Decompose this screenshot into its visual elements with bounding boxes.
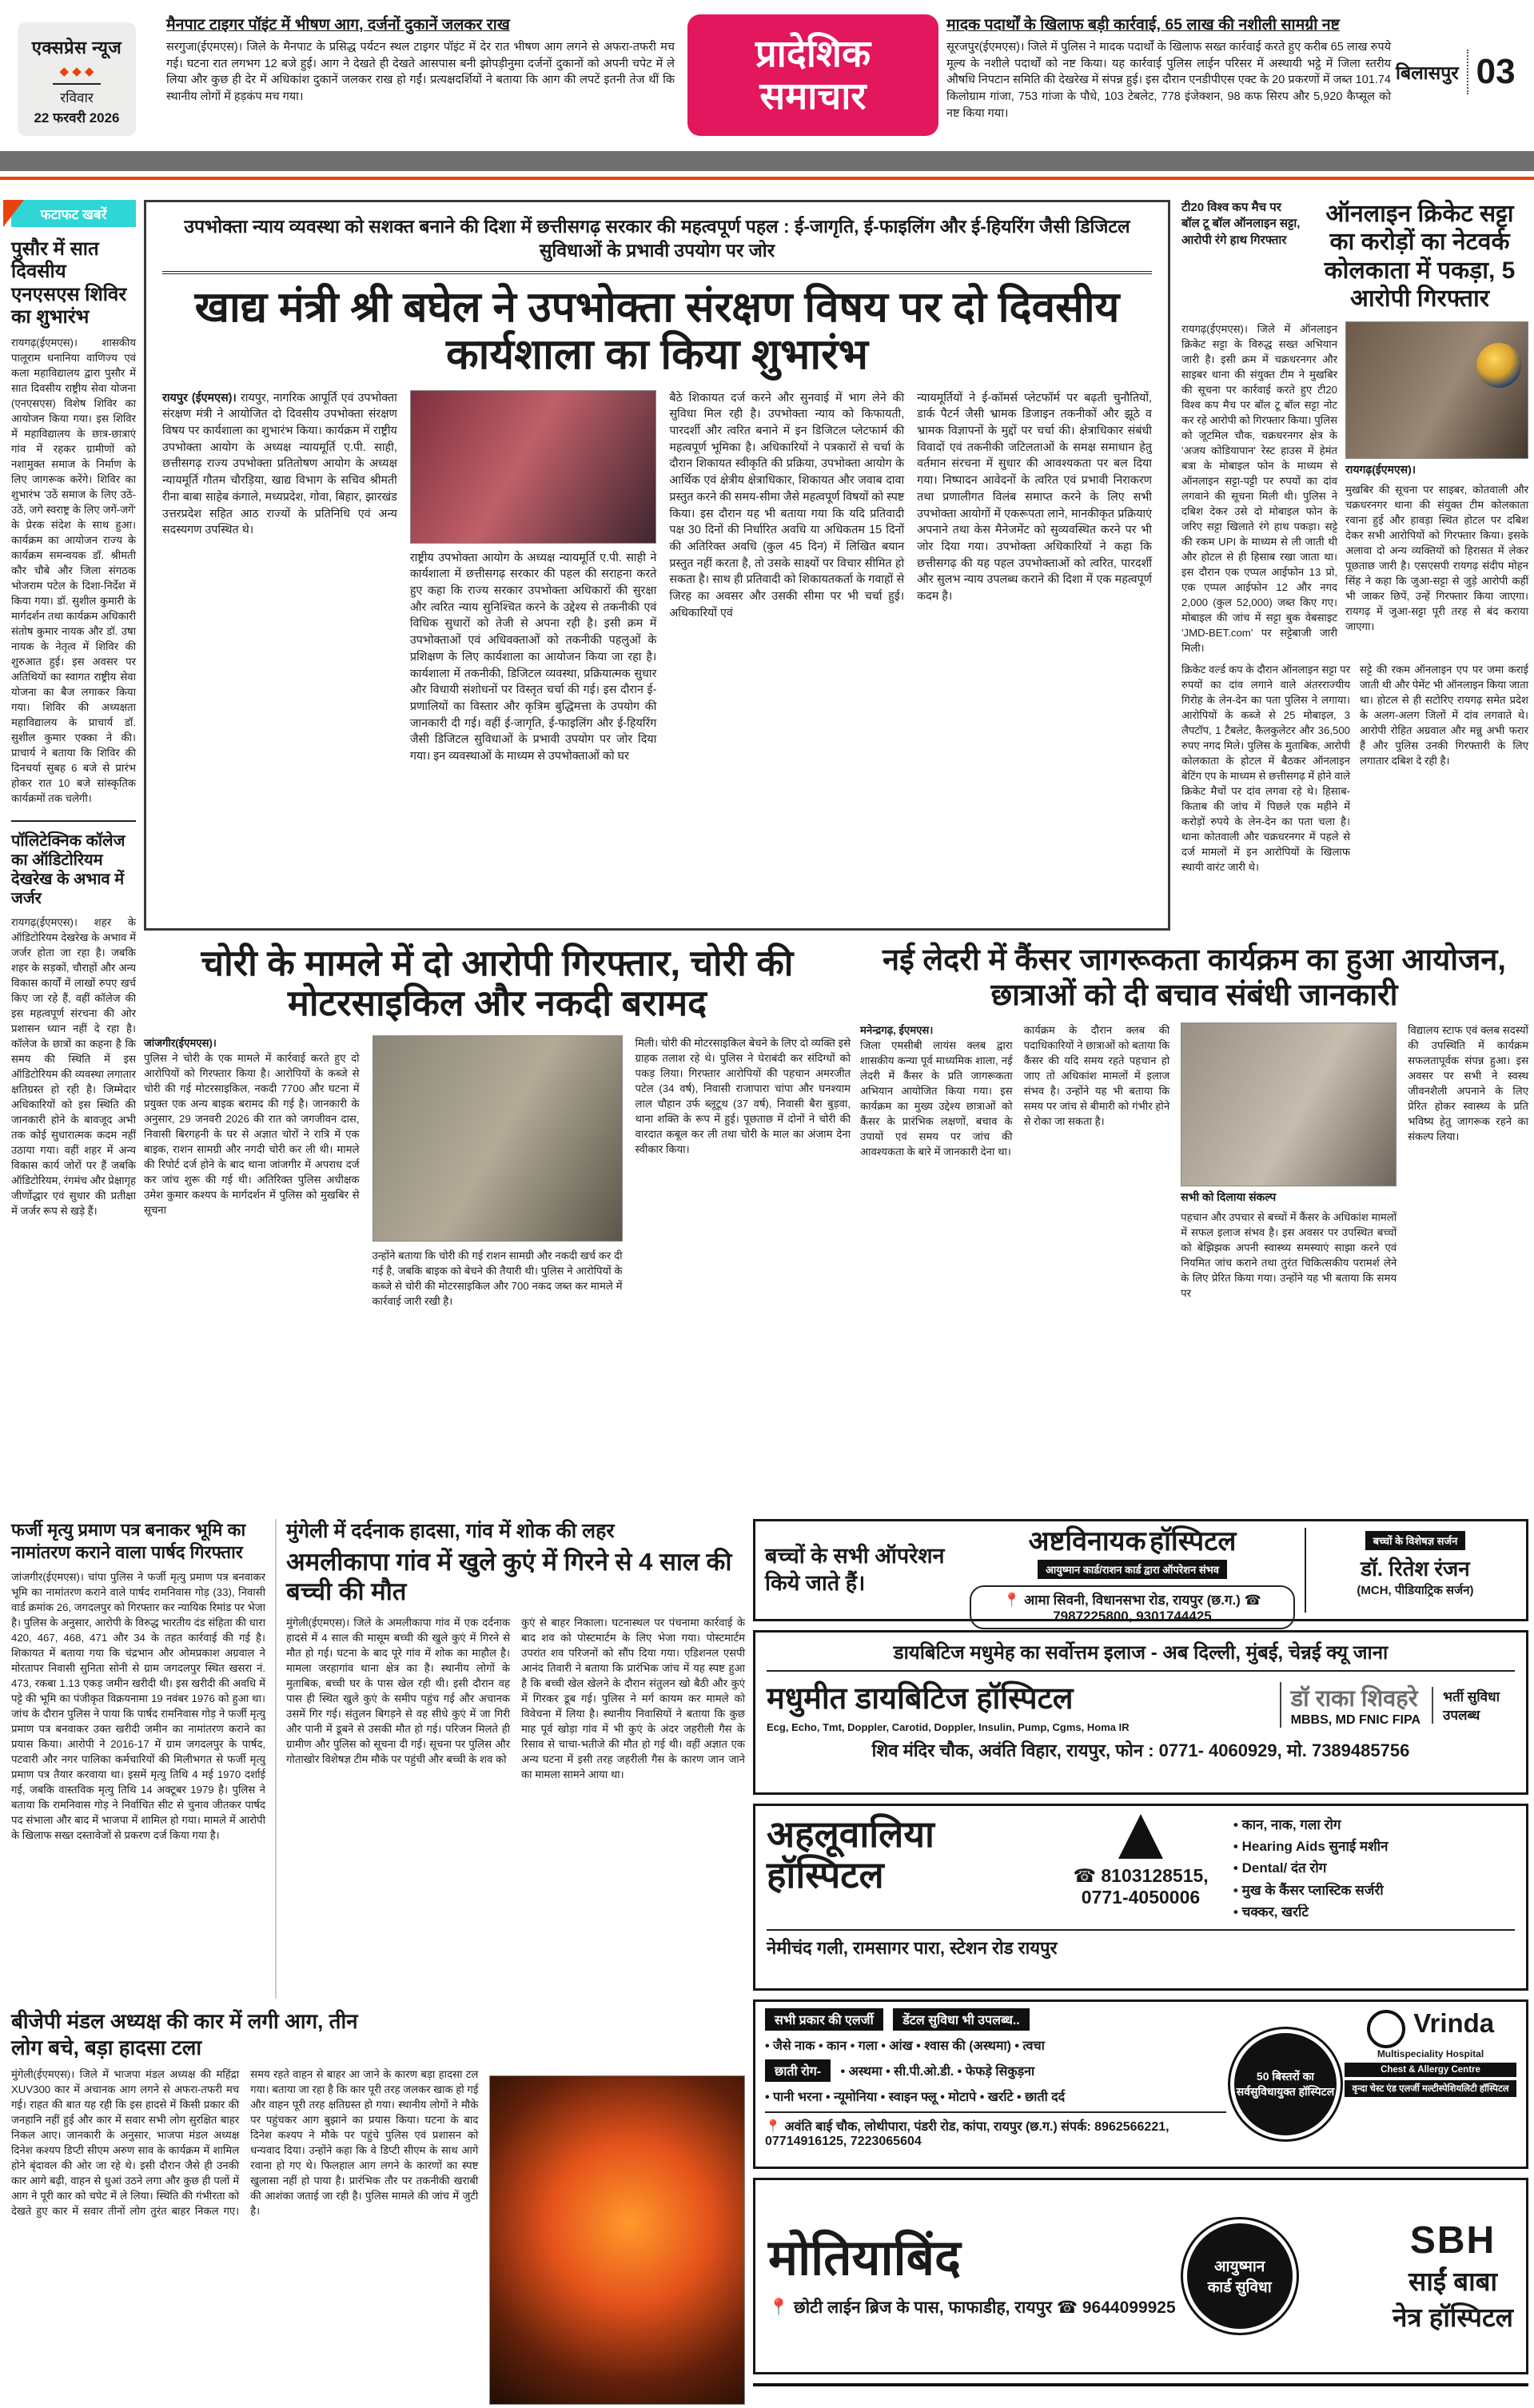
main-story-kicker: उपभोक्ता न्याय व्यवस्था को सशक्त बनाने की दिशा में छत्तीसगढ़ सरकार की महत्वपूर्ण पहल : ई-जागृति, ई-फाइलिंग और ई-हियरिंग जैसी डिजिटल सुविधाओं के प्रभावी उपयोग पर जोर <box>162 215 1152 274</box>
doctor-name: डॉ राका शिवहरे <box>1290 1686 1418 1712</box>
masthead-line2: समाचार <box>759 74 867 117</box>
allergy-list: • जैसे नाक • कान • गला • आंख • श्वास की (अस्थमा) • त्वचा <box>765 2039 1045 2053</box>
service-item: • कान, नाक, गला रोग <box>1233 1817 1341 1832</box>
ashtvinayak-hospital-ad <box>753 1519 1528 1624</box>
brand-box-2: वृन्दा चेस्ट एंड एलर्जी मल्टीस्पेशियलिटी हॉस्पिटल <box>1345 2080 1516 2097</box>
newspaper-logo <box>18 22 136 136</box>
bjp-headline: बीजेपी मंडल अध्यक्ष की कार में लगी आग, तीन लोग बचे, बड़ा हादसा टला <box>11 2009 358 2059</box>
vrinda-hospital-ad <box>753 1999 1528 2169</box>
cancer-column-1 <box>860 1023 1013 1301</box>
logo-day: रविवार <box>60 90 94 106</box>
arrested-accused-photo <box>1345 321 1528 459</box>
sidebar-title-text: फटाफट खबरें <box>40 206 107 222</box>
sidebar-story2-body: रायगढ़(ईएमएस)। शहर के ऑडिटोरियम देखरेख के अभाव में जर्जर होता जा रहा है। जबकि शहर के सड़कों, चौराहों और अन्य विकास कार्यों में लाखों रुपए खर्च किए जा रहे हैं, वहीं कॉलेज की इस महत्वपूर्ण संरचना की ओर प्रशासन ध्यान नहीं दे रहा है। कॉलेज के छात्रों का कहना है कि समय की स्थिति में इस ऑडिटोरियम की व्यवस्था लगातार क्षतिग्रस्त हो रही है। जिम्मेदार अधिकारियों को इस स्थिति की जानकारी होने के बावजूद अभी तक कोई सुधारात्मक कदम नहीं उठाया गया। वहीं शहर में अन्य विकास कार्य जोरों पर हैं जबकि ऑडिटोरियम, रंगमंच और प्रेक्षागृह जीर्णोद्धार एवं सुधार की प्रतीक्षा में जर्जर रूप से खड़े हैं। <box>11 916 136 1218</box>
page-info <box>1396 50 1532 94</box>
theft-col1-text: पुलिस ने चोरी के एक मामले में कार्रवाई करते हुए दो आरोपियों को गिरफ्तार किया है। आरोपियों के कब्जे से चोरी की गई मोटरसाइकिल, नकदी 7700 और घटना में प्रयुक्त एक अन्य बाइक बरामद की गई है। जानकारी के अनुसार, 29 जनवरी 2026 की रात को जगजीवन दास, निवासी बिरगहनी के घर से अज्ञात चोरों ने रात्रि में एक बाइक, राशन सामग्री और नगदी चोरी कर ली थी। मामले की रिपोर्ट दर्ज होने के बाद थाना जांजगीर में अपराध दर्ज कर जांच शुरू की गई थी। अतिरिक्त पुलिस अधीक्षक उमेश कुमार कश्यप के मार्गदर्शन में पुलिस को मुखबिर से सूचना <box>144 1051 360 1216</box>
location-pin-icon: 📍 <box>768 2298 790 2317</box>
brand-subtitle: Multispeciality Hospital <box>1377 2047 1484 2059</box>
logo-title: एक्सप्रेस न्यूज <box>31 38 122 58</box>
sidebar-story1-headline: पुसौर में सात दिवसीय एनएसएस शिविर का शुभारंभ <box>11 238 127 328</box>
cricket-photo-caption: रायगढ़(ईएमएस)। <box>1345 462 1416 476</box>
service-item: • चक्कर, खर्राटे <box>1233 1904 1309 1920</box>
theft-arrest-story <box>144 943 851 1508</box>
phone-icon: ☎ <box>1073 1865 1096 1886</box>
parshad-body: जांजगीर(ईएमएस)। चांपा पुलिस ने फर्जी मृत्यु प्रमाण पत्र बनवाकर भूमि का नामांतरण कराने वाले पार्षद रामनिवास गोड़ (33), निवासी वार्ड क्रमांक 26, जगदलपुर को गिरफ्तार कर न्यायिक रिमांड पर भेजा है। पुलिस के अनुसार, आरोपी के विरुद्ध भारतीय दंड संहिता की धारा 420, 467, 468, 471 और 34 के तहत कार्रवाई की गई है। शिकायत में बताया गया कि चंद्रभान और ओमप्रकाश अग्रवाल ने मोरतापर निवासी सुनिता सोनी से ग्राम जगदलपुर स्थित खसरा नं. 473, रकबा 1.13 एकड़ जमीन खरीदी थी। इस खरीदी की अवधि में पट्टे की भूमि का पंजीकृत विक्रयनामा 19 नवंबर 1976 को हुआ था। जांच के दौरान पुलिस ने पाया कि पार्षद रामनिवास गोड़ ने फर्जी मृत्यु प्रमाण पत्र बनवाकर उक्त खरीदी जमीन का नामांतरण कराने का प्रयास किया। आरोपी ने 2016-17 में ग्राम जगदलपुर के पार्षद, पटवारी और नगर पालिका कर्मचारियों की मिलीभगत से फर्जी मृत्यु प्रमाण पत्र तैयार करवाया था। इसमें मृत्यु तिथि 4 मई 1970 दर्शाई गई, जबकि वास्तविक मृत्यु तिथि 14 अक्टूबर 1979 है। पुलिस ने बताया कि रामनिवास गोड़ ने निर्वाचित सीट से चुनाव जीतकर पार्षद पद संभाला और बाद में भाजपा में शामिल हो गया। मामले में आरोपी के खिलाफ सख्त दस्तावेजों से प्रकरण दर्ज किया गया है। <box>11 1571 265 1841</box>
doctor-degree: (MCH, पीडियाट्रिक सर्जन) <box>1357 1584 1474 1597</box>
masthead <box>687 14 938 136</box>
car-fire-story <box>11 2008 745 2404</box>
hospital-name-2: नेत्र हॉस्पिटल <box>1393 2302 1513 2332</box>
ayushman-line2: कार्ड सुविधा <box>1207 2279 1272 2296</box>
ayushman-line1: आयुष्मान <box>1214 2258 1265 2275</box>
cancer-column-4: विद्यालय स्टाफ एवं क्लब सदस्यों की उपस्थिति में कार्यक्रम सफलतापूर्वक संपन्न हुआ। इस अवसर पर सभी ने स्वस्थ जीवनशैली अपनाने के लिए प्रेरित होकर स्वास्थ्य के प्रति भविष्य हेतु जागरूक रहने का संकल्प लिया। <box>1408 1024 1528 1143</box>
cancer-awareness-story <box>860 943 1528 1508</box>
cricket-column-3: क्रिकेट वर्ल्ड कप के दौरान ऑनलाइन सट्टा पर रुपयों का दांव लगाने वाले अंतरराज्यीय गिरोह के लेन-देन का पता पुलिस ने लगाया। आरोपियों के कब्जे से 25 मोबाइल, 3 लैपटॉप, 1 टैबलेट, कैलकुलेटर और 36,500 रुपए नगद मिले। पुलिस के मुताबिक, आरोपी कोलकाता के होटल में बैठकर ऑनलाइन बेटिंग एप के माध्यम से छत्तीसगढ़ में होने वाले क्रिकेट मैचों पर दांव लगवा रहे थे। हिसाब-किताब की जांच में पिछले एक महीने में करोड़ों रुपये के लेन-देन का पता चला है। थाना कोतवाली और चक्रधरनगर में पहले से दर्ज मामलों में इन आरोपियों के खिलाफ स्थायी वारंट जारी थे। <box>1181 663 1350 873</box>
lungs-logo-icon <box>1367 2010 1405 2048</box>
cricket-column-4: सट्टे की रकम ऑनलाइन एप पर जमा कराई जाती थी और पेमेंट भी ऑनलाइन किया जाता था। होटल से ही सटोरिए रायगढ़ समेत प्रदेश के अलग-अलग जिलों में दांव लगवाते थे। आरोपी रोहित अग्रवाल और मन्नु अभी फरार हैं और पुलिस उनकी गिरफ्तारी के लिए लगातार दबिश दे रही है। <box>1360 663 1528 767</box>
chest-tag: छाती रोग- <box>765 2059 831 2082</box>
top-left-brief <box>166 13 675 106</box>
clinic-phone: 9644099925 <box>1082 2298 1176 2317</box>
doctor-name: डॉ. रितेश रंजन <box>1361 1557 1470 1581</box>
theft-column-middle: उन्होंने बताया कि चोरी की गई राशन सामग्री और नकदी खर्च कर दी गई है, जबकि बाइक को बेचने की तैयारी थी। पुलिस ने आरोपियों के कब्जे से चोरी की मोटरसाइकिल और 700 नकद जब्त कर मामले में कार्रवाई जारी रखी है। <box>372 1249 623 1307</box>
hospital-name: मधुमीत डायबिटिज हॉस्पिटल <box>767 1682 1074 1716</box>
hospital-name: अष्टविनायक <box>1028 1526 1146 1557</box>
admission-note: भर्ती सुविधा उपलब्ध <box>1432 1687 1515 1724</box>
main-story-column-4: न्यायमूर्तियों ने ई-कॉमर्स प्लेटफॉर्म पर बढ़ती चुनौतियों, डार्क पैटर्न जैसी भ्रामक डिजाइन तकनीकों और झूठे व भ्रामक विज्ञापनों के मुद्दों पर चर्चा की। क्षेत्राधिकार संबंधी विवादों एवं तकनीकी जटिलताओं के समक्ष समाधान हेतु वर्तमान संरचना में सुधार की आवश्यकता पर बल दिया गया। निष्पादन आवेदनों के त्वरित एवं प्रभावी निराकरण तथा प्रणालीगत विलंब समाप्त करने के लिए सभी उपभोक्ता आयोगों में एकरूपता लाने, मानकीकृत प्रक्रियाएं अपनाने तथा केस मैनेजमेंट को सुव्यवस्थित करने पर भी जोर दिया गया। उपभोक्ता अधिकारियों ने कहा कि छत्तीसगढ़ की यह पहल उपभोक्ताओं को त्वरित, पारदर्शी और सुलभ न्याय उपलब्ध कराने की दिशा में एक महत्वपूर्ण कदम है। <box>917 391 1152 604</box>
hospital-address: शिव मंदिर चौक, अवंति विहार, रायपुर, फोन : 0771- 4060929, मो. 7389485756 <box>871 1740 1410 1760</box>
well-accident-story <box>275 1519 745 1999</box>
madhumeet-hospital-ad <box>753 1630 1528 1795</box>
masthead-line1: प्रादेशिक <box>755 32 871 75</box>
allergy-tag: सभी प्रकार की एलर्जी <box>765 2008 883 2031</box>
phone-icon: ☎ <box>1056 2298 1078 2317</box>
brief-body: सूरजपुर(ईएमएस)। जिले में पुलिस ने मादक पदार्थों के खिलाफ सख्त कार्रवाई करते हुए करीब 65 लाख रुपये मूल्य के नशीले पदार्थों को नष्ट किया। यह कार्रवाई पुलिस लाईन परिसर में अस्थायी भट्ठे में जिला स्तरीय औषधि निपटान समिति की देखरेख में संपन्न हुई। इस दौरान एनडीपीएस एक्ट के 20 प्रकरणों में जब्त 101.74 किलोग्राम गांजा, 753 गांजा के पौधे, 103 टेबलेट, 778 इंजेक्शन, 98 कफ सिरप और 5,920 कैप्सूल को नष्ट किया गया। <box>946 41 1391 120</box>
motiyabind-sbh-ad <box>753 2178 1528 2374</box>
sidebar-title <box>11 200 136 227</box>
burning-car-photo <box>489 2075 745 2405</box>
ayushman-starburst-badge <box>1187 2223 1293 2329</box>
cricket-betting-story <box>1181 200 1528 931</box>
service-item: • Dental/ दंत रोग <box>1233 1860 1327 1876</box>
theft-byline: जांजगीर(ईएमएस)। <box>144 1036 217 1049</box>
main-story-column-2 <box>410 390 657 765</box>
bjp-body: मुंगेली(ईएमएस)। जिले में भाजपा मंडल अध्यक्ष की महिंद्रा XUV300 कार में अचानक आग लगने से अफरा-तफरी मच गई। राहत की बात यह रही कि इस हादसे में किसी प्रकार की जनहानि नहीं हुई और कार में सवार सभी लोग सुरक्षित बाहर निकल आए। जानकारी के अनुसार, भाजपा मंडल अध्यक्ष दिनेश कश्यप डिप्टी सीएम अरुण साव के कार्यक्रम में शामिल होने बृंदावल की ओर जा रहे थे। इसी दौरान जैसे ही उनकी कार आगे बढ़ी, वाहन से धुआं उठने लगा और कुछ ही पलों में आग ने पूरी कार को चपेट में ले लिया। स्थिति की गंभीरता को देखते हुए कार में सवार तीनों लोग तुरंत बाहर निकल गए। समय रहते वाहन से बाहर आ जाने के कारण बड़ा हादसा टल गया। बताया जा रहा है कि कार पूरी तरह जलकर खाक हो गई और वाहन पूरी तरह क्षतिग्रस्त हो गया। स्थानीय लोगों ने मौके पर पहुंचकर आग बुझाने का प्रयास किया। घटना के बाद दिनेश कश्यप ने मौके पर पहुंचे पुलिस एवं प्रशासन को धन्यवाद दिया। उन्होंने कहा कि वे डिप्टी सीएम के साथ आगे रवाना हो गए थे। फिलहाल आग लगने के कारणों का स्पष्ट खुलासा नहीं हो पाया है। प्रारंभिक तौर पर तकनीकी खराबी की आशंका जताई जा रही है। पुलिस मामले की जांच में जुटी है। <box>11 2068 479 2217</box>
brief-body: सरगुजा(ईएमएस)। जिले के मैनपाट के प्रसिद्ध पर्यटन स्थल टाइगर पॉइंट में देर रात भीषण आग लगने से अफरा-तफरी मच गई। घटना रात लगभग 12 बजे हुई। आग ने देखते ही देखते आसपास बनी झोपड़ीनुमा दर्जनों दुकानों को अपनी चपेट में ले लिया और कुछ ही देर में अधिकांश दुकानें जलकर राख हो गईं। प्रत्यक्षदर्शियों ने बताया कि आग की लपटें इतनी तेज थीं कि स्थानीय लोगों में हड़कंप मच गया। <box>166 41 675 104</box>
brand-name: Vrinda <box>1413 2008 1495 2038</box>
cricket-kicker: टी20 विश्व कप मैच पर बॉल टू बॉल ऑनलाइन सट्टा, आरोपी रंगे हाथ गिरफ्तार <box>1181 201 1301 247</box>
main-story-headline: खाद्य मंत्री श्री बघेल ने उपभोक्ता संरक्षण विषय पर दो दिवसीय कार्यशाला का किया शुभारंभ <box>194 283 1120 379</box>
bottom-rule <box>753 2383 1528 2386</box>
theft-column-1 <box>144 1035 360 1309</box>
sidebar-story2-headline: पॉलिटेक्निक कॉलेज का ऑडिटोरियम देखरेख के अभाव में जर्जर <box>11 820 136 908</box>
cricket-column-1: रायगढ़(ईएमएस)। जिले में ऑनलाइन क्रिकेट सट्टा के विरुद्ध सख्त अभियान जारी है। इसी क्रम में चक्रधरनगर और साइबर थाना की संयुक्त टीम ने मुखबिर की सूचना पर कार्रवाई करते हुए टी20 विश्व कप मैच पर बॉल टू बॉल सट्टा नोट कर रहे आरोपी को गिरफ्तार किया। पुलिस को जूटमिल चौक, चक्रधरनगर क्षेत्र के 'अजय कोडियापान' रेस्ट हाउस में हेमंत बत्रा के मोबाइल फोन के माध्यम से ऑनलाइन सट्टा-पट्टी पर रुपयों का दांव लगवाने की सूचना मिली थी। पुलिस ने दबिश देकर उसे दो मोबाइल फोन के जरिए सट्टा खिलाते रंगे हाथ पकड़ा। सट्टे की रकम UPI के माध्यम से ली जाती थी और होटल से ही हिसाब रखा जाता था। इस दौरान एक एप्पल आईफोन 13 प्रो, एक एप्पल आईफोन 12 और नगद 2,000 (कुल 52,000) जब्त किए गए। मोबाइल की जांच में सट्टा बुक वेबसाइट 'JMD-BET.com' पर सट्टेबाजी जारी मिली। <box>1181 322 1338 654</box>
brand-box-1: Chest & Allergy Centre <box>1345 2063 1516 2077</box>
edition-name: बिलासपुर <box>1396 62 1459 83</box>
cancer-column-3: पहचान और उपचार से बच्चों में कैंसर के अधिकांश मामलों में सफल इलाज संभव है। इस अवसर पर उपस्थित बच्चों को बेझिझक अपनी स्वास्थ्य समस्याएं साझा करने एवं नियमित जांच कराने तथा तुरंत चिकित्सकीय परामर्श लेने के लिए प्रेरित किया गया। उन्होंने यह भी बताया कि समय पर <box>1181 1211 1397 1300</box>
hospital-address: आमा सिवनी, विधानसभा रोड, रायपुर (छ.ग.) <box>1024 1592 1241 1608</box>
fake-certificate-story <box>11 1519 265 1999</box>
hospital-name: अहलूवालिया <box>767 1813 934 1855</box>
brief-headline: मैनपाट टाइगर पॉइंट में भीषण आग, दर्जनों दुकानें जलकर राख <box>166 16 510 34</box>
brief-headline: मादक पदार्थों के खिलाफ बड़ी कार्रवाई, 65 लाख की नशीली सामग्री नष्ट <box>946 16 1340 34</box>
phone-1: 8103128515, <box>1101 1865 1209 1886</box>
hospital-address: नेमीचंद गली, रामसागर पारा, स्टेशन रोड रायपुर <box>767 1929 1515 1959</box>
surgeon-tag: बच्चों के विशेषज्ञ सर्जन <box>1365 1531 1466 1550</box>
phone-2: 0771-4050006 <box>1081 1887 1201 1908</box>
chest-list: • अस्थमा • सी.पी.ओ.डी. • फेफड़े सिकुड़ना <box>840 2065 1035 2079</box>
ad-tagline: डायबिटिज मधुमेह का सर्वोत्तम इलाज - अब दिल्ली, मुंबई, चेन्नई क्यू जाना <box>767 1639 1515 1672</box>
chest-list-2: • पानी भरना • न्यूमोनिया • स्वाइन फ्लू • मोटापे • खर्राटे • छाती दर्द <box>765 2091 1066 2104</box>
sbh-logo: SBH <box>1409 2219 1496 2262</box>
parshad-headline: फर्जी मृत्यु प्रमाण पत्र बनाकर भूमि का नामांतरण कराने वाला पार्षद गिरफ्तार <box>11 1520 246 1562</box>
service-item: • Hearing Aids सुनाई मशीन <box>1233 1839 1389 1855</box>
main-story-col2-text: राष्ट्रीय उपभोक्ता आयोग के अध्यक्ष न्यायमूर्ति ए.पी. साही ने कार्यशाला में छत्तीसगढ़ सरकार की पहल की सराहना करते हुए कहा कि राज्य सरकार उपभोक्ता अधिकारों की सुरक्षा और त्वरित न्याय सुनिश्चित करने के उद्देश्य से तकनीकी एवं विधिक सुधारों को तेजी से अपना रही है। इसी क्रम में उपभोक्ताओं एवं अधिवक्ताओं को तकनीकी पहलुओं के प्रशिक्षण के लिए कार्यशाला का आयोजन किया जा रहा है। कार्यशाला में तकनीकी, डिजिटल व्यवस्था, प्रक्रियात्मक सुधार और विधायी संशोधनों पर विस्तृत चर्चा की गई। इस दौरान ई-प्रणालियों का विस्तार और कृत्रिम बुद्धिमत्ता के उपयोग की जानकारी दी गई। वहीं ई-जागृति, ई-फाइलिंग और ई-हियरिंग जैसी डिजिटल सुविधाओं के प्रभावी उपयोग पर जोर दिया गया। इन व्यवस्थाओं के माध्यम से उपभोक्ताओं को घर <box>409 551 657 763</box>
cricket-headline: ऑनलाइन क्रिकेट सट्टा का करोड़ों का नेटवर्क कोलकाता में पकड़ा, 5 आरोपी गिरफ्तार <box>1324 201 1516 313</box>
logo-divider <box>53 83 101 85</box>
hospital-name-2: हॉस्पिटल <box>1150 1526 1237 1557</box>
header-grey-bar <box>0 151 1534 171</box>
location-pin-icon: 📍 <box>765 2120 781 2134</box>
doctor-degree: MBBS, MD FNIC FIPA <box>1290 1713 1420 1727</box>
hospital-name: साईं बाबा <box>1408 2266 1498 2296</box>
cancer-byline: मनेन्द्रगढ़, ईएमएस। <box>860 1024 934 1037</box>
well-column-2: कुएं से बाहर निकाला। घटनास्थल पर पंचनामा कार्रवाई के बाद शव को पोस्टमार्टम के लिए भेजा गया। पोस्टमार्टम उपरांत शव परिजनों को सौंप दिया गया। एडिशनल एसपी आनंद तिवारी ने बताया कि प्रारंभिक जांच में यह स्पष्ट हुआ है कि बच्ची खेल खेलने के दौरान संतुलन खो बैठी और कुएं में गिरकर डूब गई। पुलिस ने मर्ग कायम कर मामले को विवेचना में लिया है। स्थानीय निवासियों ने बताया कि कुछ माह पूर्व खोड़ा गांव में भी कुएं के अंदर जहरीली गैस के रिसाव से चाचा-भतीजे की मौत हो गई थी। वहीं अज्ञात एक अन्य घटना में इसी तरह जहरीली गैस के कारण जान जाने का मामला सामने आया था। <box>521 1616 745 1780</box>
clinic-address: छोटी लाईन ब्रिज के पास, फाफाडीह, रायपुर <box>794 2298 1053 2317</box>
well-headline-top: मुंगेली में दर्दनाक हादसा, गांव में शोक की लहर <box>286 1520 615 1542</box>
main-story-byline: रायपुर (ईएमएस)। <box>162 391 237 405</box>
cancer-column-2: कार्यक्रम के दौरान क्लब की पदाधिकारियों ने छात्राओं को बताया कि कैंसर की यदि समय रहते पहचान हो जाए तो अधिकांश मामलों में इलाज संभव है। उन्होंने यह भी बताया कि समय पर जांच से बीमारी को गंभीर होने से रोका जा सकता है। <box>1023 1024 1170 1128</box>
students-group-photo <box>1181 1023 1397 1186</box>
cricket-column-2: मुखबिर की सूचना पर साइबर, कोतवाली और चक्रधरनगर थाना की संयुक्त टीम कोलकाता रवाना हुई और हावड़ा स्थित होटल पर दबिश देकर सभी आरोपियों को गिरफ्तार किया। इसके अलावा दो अन्य व्यक्तियों को हिरासत में लेकर पूछताछ जारी है। एसएसपी रायगढ़ संदीप मोहन सिंह ने कहा कि जुआ-सट्टा से जुड़े आरोपी कहीं भी जाकर छिपें, उन्हें गिरफ्तार किया जाएगा। रायगढ़ में जुआ-सट्टा पूरी तरह से बंद कराया जाएगा। <box>1345 483 1528 632</box>
ad-left-claim: बच्चों के सभी ऑपरेशन किये जाते हैं। <box>765 1544 945 1595</box>
cataract-title: मोतियाबिंद <box>768 2231 961 2286</box>
sidebar-quick-news <box>11 200 136 1511</box>
hospital-name-2: हॉस्पिटल <box>767 1853 884 1896</box>
page-number: 03 <box>1476 52 1516 91</box>
ayushman-badge: आयुष्मान कार्ड/राशन कार्ड द्वारा ऑपरेशन संभव <box>1038 1560 1227 1579</box>
sidebar-story1-body: रायगढ़(ईएमएस)। शासकीय पालूराम धनानिया वाणिज्य एवं कला महाविद्यालय द्वारा पुसौर में सात दिवसीय राष्ट्रीय सेवा योजना (एनएसएस) विशेष शिविर का आयोजन किया गया। इस शिविर में महाविद्यालय के छात्र-छात्राएं गांव में रहकर ग्रामीणों को नशामुक्त समाज के निर्माण के लिए जागरूक करेंगे। शिविर का शुभारंभ 'उठें समाज के लिए उठें-उठें, जगे स्वराष्ट्र के लिए जगें-जगें' के प्रेरक संदेश के साथ हुआ। कार्यक्रम का आयोजन राज्य के कार्यक्रम समन्वयक डॉ. श्रीमती कौर चौबे और जिला संगठक भोजराम पटेल के दिशा-निर्देश में किया गया। डॉ. सुशील कुमारी के मार्गदर्शन तथा कार्यक्रम अधिकारी संतोष कुमार नायक और डॉ. उषा नायक के नेतृत्व में शिविर की शुरुआत हुई। इस अवसर पर अतिथियों का स्वागत राष्ट्रीय सेवा योजना का बैज लगाकर किया गया। शिविर की अध्यक्षता महाविद्यालय के प्राचार्य डॉ. सुशील कुमार एक्का ने की। प्राचार्य ने बताया कि शिविर की दिनचर्या सुबह 6 बजे से प्रारंभ होकर रात 10 बजे सांस्कृतिक कार्यक्रमों तक चलेगी। <box>11 337 136 805</box>
logo-diamonds-icon: ◆ ◆ ◆ <box>59 65 94 78</box>
beds-starburst-badge <box>1234 2033 1337 2135</box>
logo-date: 22 फरवरी 2026 <box>34 110 120 126</box>
main-story-column-3: बैठे शिकायत दर्ज करने और सुनवाई में भाग लेने की सुविधा मिल रही है। उपभोक्ता न्याय को किफायती, पारदर्शी और त्वरित बनाने में इन डिजिटल प्लेटफार्म की महत्वपूर्ण भूमिका है। अधिकारियों ने पत्रकारों से चर्चा के दौरान शिकायत स्वीकृति की प्रक्रिया, उपभोक्ता आयोग के आर्थिक एवं क्षेत्रीय क्षेत्राधिकार, शिकायत और जवाब दावा प्रस्तुत करने की समय-सीमा जैसे महत्वपूर्ण विषयों को स्पष्ट किया। इस दौरान यह भी बताया गया कि यदि प्रतिवादी पक्ष 30 दिनों की निर्धारित अवधि या अधिकतम 15 दिनों की अतिरिक्त अवधि (कुल 45 दिन) में लिखित बयान प्रस्तुत नहीं करता है, तो उसके साक्ष्यों पर विचार सीमित हो सकता है। साथ ही प्रतिवादी को शिकायतकर्ता के गवाहों से जिरह का अवसर और उसकी सीमा पर भी चर्चा हुई। अधिकारियों एवं <box>669 391 905 620</box>
hospital-phones: 7987225800, 9301744425 <box>1053 1608 1212 1624</box>
header-accent-rule <box>0 177 1534 180</box>
hospital-address: अवंति बाई चौक, लोथीपारा, पंडरी रोड, कांपा, रायपुर (छ.ग.) संपर्क: 8962566221, 07714916125, 7223065604 <box>765 2120 1169 2148</box>
workshop-event-photo <box>410 390 657 544</box>
cancer-headline: नई लेदरी में कैंसर जागरूकता कार्यक्रम का हुआ आयोजन, छात्राओं को दी बचाव संबंधी जानकारी <box>883 943 1506 1012</box>
theft-column-2: मिली। चोरी की मोटरसाइकिल बेचने के लिए दो व्यक्ति इसे ग्राहक तलाश रहे थे। पुलिस ने घेराबंदी कर संदिग्धों को पकड़ लिया। गिरफ्तार आरोपियों की पहचान अमरजीत पटेल (34 वर्ष), निवासी राजापारा चांपा और घनश्याम लाल चौहान उर्फ ब्लूटूथ (37 वर्ष), निवासी बैरा बुड़वा, थाना शक्ति के रूप में हुई। पूछताछ में दोनों ने चोरी की वारदात कबूल कर ली तथा चोरी के माल का अंजाम देना स्वीकार किया। <box>635 1036 851 1155</box>
dental-tag: डेंटल सुविधा भी उपलब्ध.. <box>893 2008 1030 2031</box>
beds-count: 50 बिस्तरों का <box>1256 2070 1315 2083</box>
hospital-triangle-logo-icon <box>1118 1814 1163 1859</box>
main-story-col1-text: रायपुर, नागरिक आपूर्ति एवं उपभोक्ता संरक्षण मंत्री ने आयोजित दो दिवसीय उपभोक्ता संरक्षण विषय पर कार्यशाला का शुभारंभ किया। कार्यक्रम में राष्ट्रीय उपभोक्ता आयोग के अध्यक्ष न्यायमूर्ति ए.पी. साही, छत्तीसगढ़ राज्य उपभोक्ता प्रतितोषण आयोग के अध्यक्ष न्यायमूर्ति गौतम चौरड़िया, खाद्य विभाग के सचिव श्रीमती रीना बाबा साहेब कंगाले, मध्यप्रदेश, गोवा, बिहार, झारखंड उत्तरप्रदेश सहित आठ राज्यों के प्रतिनिधि एवं अन्य सदस्यगण उपस्थित थे। <box>162 391 397 537</box>
page-info-divider <box>1467 50 1468 94</box>
beds-note: सर्वसुविधायुक्त हॉस्पिटल <box>1236 2085 1335 2098</box>
police-emblem-icon <box>1476 343 1521 388</box>
phone-icon: ☎ <box>1244 1592 1261 1608</box>
cancer-col1-text: जिला एमसीबी लायंस क्लब द्वारा शासकीय कन्या पूर्व माध्यमिक शाला, नई लेदरी में कैंसर के प्रति जागरूकता अभियान आयोजित किया गया। इस कार्यक्रम का मुख्य उद्देश्य छात्राओं को कैंसर के प्रारंभिक लक्षणों, बचाव के उपायों एवं समय पर जांच की आवश्यकता के बारे में जानकारी देना था। <box>860 1039 1013 1158</box>
cancer-photo-caption: सभी को दिलाया संकल्प <box>1181 1190 1277 1204</box>
recovered-motorcycle-photo <box>373 1035 623 1242</box>
service-item: • मुख के कैंसर प्लास्टिक सर्जरी <box>1233 1882 1384 1898</box>
red-corner-icon <box>3 200 24 227</box>
theft-headline: चोरी के मामले में दो आरोपी गिरफ्तार, चोरी की मोटरसाइकिल और नकदी बरामद <box>201 943 794 1024</box>
advertisement-column <box>753 1519 1528 2386</box>
main-story <box>144 200 1170 931</box>
well-headline: अमलीकापा गांव में खुले कुएं में गिरने से 4 साल की बच्ची की मौत <box>286 1548 732 1606</box>
well-column-1: मुंगेली(ईएमएस)। जिले के अमलीकापा गांव में एक दर्दनाक हादसे में 4 साल की मासूम बच्ची की खुले कुएं में गिरने से मौत हो गई। घटना के बाद पूरे गांव में शोक का माहौल है। मामला जरहागांव थाना क्षेत्र का है। स्थानीय लोगों के मुताबिक, बच्ची घर के पास खेल रही थी। इसी दौरान वह पास ही स्थित खुले कुएं के समीप पहुंच गई और अचानक उसमें गिर गई। संतुलन बिगड़ने से वह सीधे कुएं में जा गिरी और पानी में डूबने से उसकी मौत हो गई। परिजन मिलते ही ग्रामीण और पुलिस को सूचना दी गई। सूचना पर पुलिस और गोताखोर विशेषज्ञ टीम मौके पर पहुंची और बच्ची के शव को <box>286 1616 510 1765</box>
services-list: Ecg, Echo, Tmt, Doppler, Carotid, Doppler, Insulin, Pump, Cgms, Homa IR <box>767 1721 1130 1733</box>
top-right-brief <box>946 13 1391 122</box>
main-story-column-1 <box>162 390 397 765</box>
location-pin-icon: 📍 <box>1003 1592 1021 1608</box>
ahluwalia-hospital-ad <box>753 1804 1528 1991</box>
